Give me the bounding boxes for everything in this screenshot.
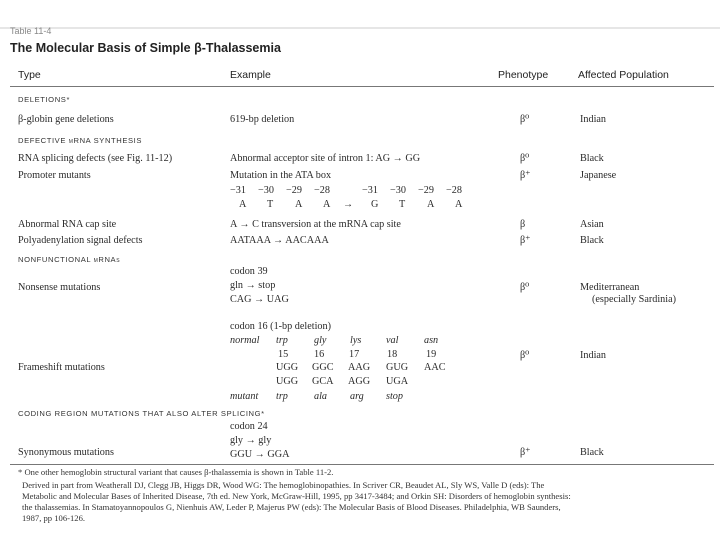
population-synonymous: Black: [580, 447, 604, 458]
example-globin-deletions: 619-bp deletion: [230, 114, 295, 125]
promoter-base-2: T: [267, 199, 274, 210]
frameshift-mutant-label: mutant: [230, 391, 259, 402]
type-frameshift: Frameshift mutations: [18, 362, 105, 373]
population-promoter: Japanese: [580, 170, 617, 181]
promoter-base-8: A: [455, 199, 463, 210]
promoter-base-1: A: [239, 199, 247, 210]
type-promoter: Promoter mutants: [18, 170, 91, 181]
footnote-3: Metabolic and Molecular Bases of Inherited Disease, 7th ed. New York, McGraw-Hill, 1995, pp 3417-3484; and Orkin SH: Disorders of hemoglobin synthesis:: [22, 491, 571, 501]
phenotype-nonsense: β⁰: [520, 282, 530, 293]
synonymous-codon-change: GGU → GGA: [230, 449, 290, 460]
nonsense-codon-change: CAG → UAG: [230, 294, 289, 305]
codon-num-5: 19: [426, 349, 437, 360]
mutant-aa-4: stop: [386, 391, 403, 402]
section-nonfunctional: NONFUNCTIONAL mRNAs: [18, 255, 121, 264]
normal-aa-4: val: [386, 335, 399, 346]
top-border: [0, 27, 720, 29]
footer-rule: [10, 464, 714, 465]
promoter-pos-7: −29: [418, 185, 434, 196]
promoter-pos-2: −30: [258, 185, 274, 196]
phenotype-frameshift: β⁰: [520, 350, 530, 361]
promoter-base-7: A: [427, 199, 435, 210]
mutant-aa-1: trp: [276, 391, 288, 402]
footnote-2: Derived in part from Weatherall DJ, Clegg JB, Higgs DR, Wood WG: The hemoglobinopathies. In Scriver CR, Beaudet AL, Sly WS, Valle D (eds): The: [22, 480, 545, 490]
codon-num-2: 16: [314, 349, 325, 360]
promoter-pos-1: −31: [230, 185, 246, 196]
header-rule: [10, 86, 714, 87]
promoter-pos-5: −31: [362, 185, 378, 196]
type-nonsense: Nonsense mutations: [18, 282, 101, 293]
population-polya: Black: [580, 235, 604, 246]
phenotype-polya: β⁺: [520, 235, 531, 246]
example-cap: A → C transversion at the mRNA cap site: [230, 219, 401, 230]
nonsense-codon: codon 39: [230, 266, 268, 277]
section-deletions: DELETIONS*: [18, 95, 70, 104]
mutant-codon-1: UGG: [276, 376, 299, 387]
type-cap: Abnormal RNA cap site: [18, 219, 117, 230]
header-phenotype: Phenotype: [498, 69, 549, 81]
codon-num-3: 17: [349, 349, 360, 360]
type-globin-deletions: β-globin gene deletions: [18, 114, 114, 125]
section-coding: CODING REGION MUTATIONS THAT ALSO ALTER SPLICING*: [18, 409, 265, 418]
phenotype-globin-deletions: β⁰: [520, 114, 530, 125]
footnote-5: 1987, pp 106-126.: [22, 513, 86, 523]
example-polya: AATAAA → AACAAA: [230, 235, 329, 246]
promoter-base-3: A: [295, 199, 303, 210]
synonymous-aa-change: gly → gly: [230, 435, 272, 446]
population-globin-deletions: Indian: [580, 114, 607, 125]
promoter-base-5: G: [371, 199, 379, 210]
example-promoter: Mutation in the ATA box: [230, 170, 332, 181]
normal-aa-5: asn: [424, 335, 439, 346]
phenotype-splicing: β⁰: [520, 153, 530, 164]
table-label: Table 11-4: [10, 26, 52, 36]
table-title: The Molecular Basis of Simple β-Thalassemia: [10, 41, 281, 55]
mutant-aa-3: arg: [350, 391, 364, 402]
normal-aa-2: gly: [314, 335, 327, 346]
population-cap: Asian: [580, 219, 604, 230]
mutant-codon-3: AGG: [348, 376, 371, 387]
example-splicing: Abnormal acceptor site of intron 1: AG → GG: [230, 153, 421, 164]
population-splicing: Black: [580, 153, 604, 164]
normal-aa-3: lys: [350, 335, 362, 346]
promoter-pos-6: −30: [390, 185, 406, 196]
promoter-base-6: T: [399, 199, 406, 210]
normal-codon-3: AAG: [348, 362, 371, 373]
normal-codon-1: UGG: [276, 362, 299, 373]
synonymous-codon: codon 24: [230, 421, 268, 432]
frameshift-codon: codon 16 (1-bp deletion): [230, 321, 331, 332]
footnote-1: * One other hemoglobin structural variant that causes β-thalassemia is shown in Table 11-2.: [18, 467, 334, 477]
codon-num-4: 18: [387, 349, 398, 360]
header-example: Example: [230, 69, 271, 81]
promoter-pos-3: −29: [286, 185, 302, 196]
frameshift-normal-label: normal: [230, 335, 260, 346]
normal-codon-2: GGC: [312, 362, 334, 373]
normal-codon-4: GUG: [386, 362, 409, 373]
promoter-pos-4: −28: [314, 185, 330, 196]
mutant-aa-2: ala: [314, 391, 328, 402]
phenotype-cap: β: [520, 219, 526, 230]
codon-num-1: 15: [278, 349, 289, 360]
population-frameshift: Indian: [580, 350, 607, 361]
population-nonsense: Mediterranean: [580, 282, 640, 293]
footnote-4: the thalassemias. In Stamatoyannopoulos G, Nienhuis AW, Leder P, Majerus PW (eds): The Molecular Basis of Blood Diseases. Philadelphia, WB Saunders,: [22, 502, 561, 512]
normal-codon-5: AAC: [424, 362, 446, 373]
phenotype-synonymous: β⁺: [520, 447, 531, 458]
phenotype-promoter: β⁺: [520, 170, 531, 181]
header-population: Affected Population: [578, 69, 669, 81]
type-synonymous: Synonymous mutations: [18, 447, 114, 458]
promoter-arrow: →: [343, 199, 354, 210]
section-defective: DEFECTIVE mRNA SYNTHESIS: [18, 136, 143, 145]
header-type: Type: [18, 69, 41, 81]
nonsense-aa-change: gln → stop: [230, 280, 276, 291]
normal-aa-1: trp: [276, 335, 288, 346]
type-splicing: RNA splicing defects (see Fig. 11-12): [18, 153, 173, 164]
promoter-pos-8: −28: [446, 185, 462, 196]
population-nonsense-note: (especially Sardinia): [592, 294, 677, 305]
mutant-codon-2: GCA: [312, 376, 334, 387]
type-polya: Polyadenylation signal defects: [18, 235, 143, 246]
mutant-codon-4: UGA: [386, 376, 409, 387]
promoter-base-4: A: [323, 199, 331, 210]
